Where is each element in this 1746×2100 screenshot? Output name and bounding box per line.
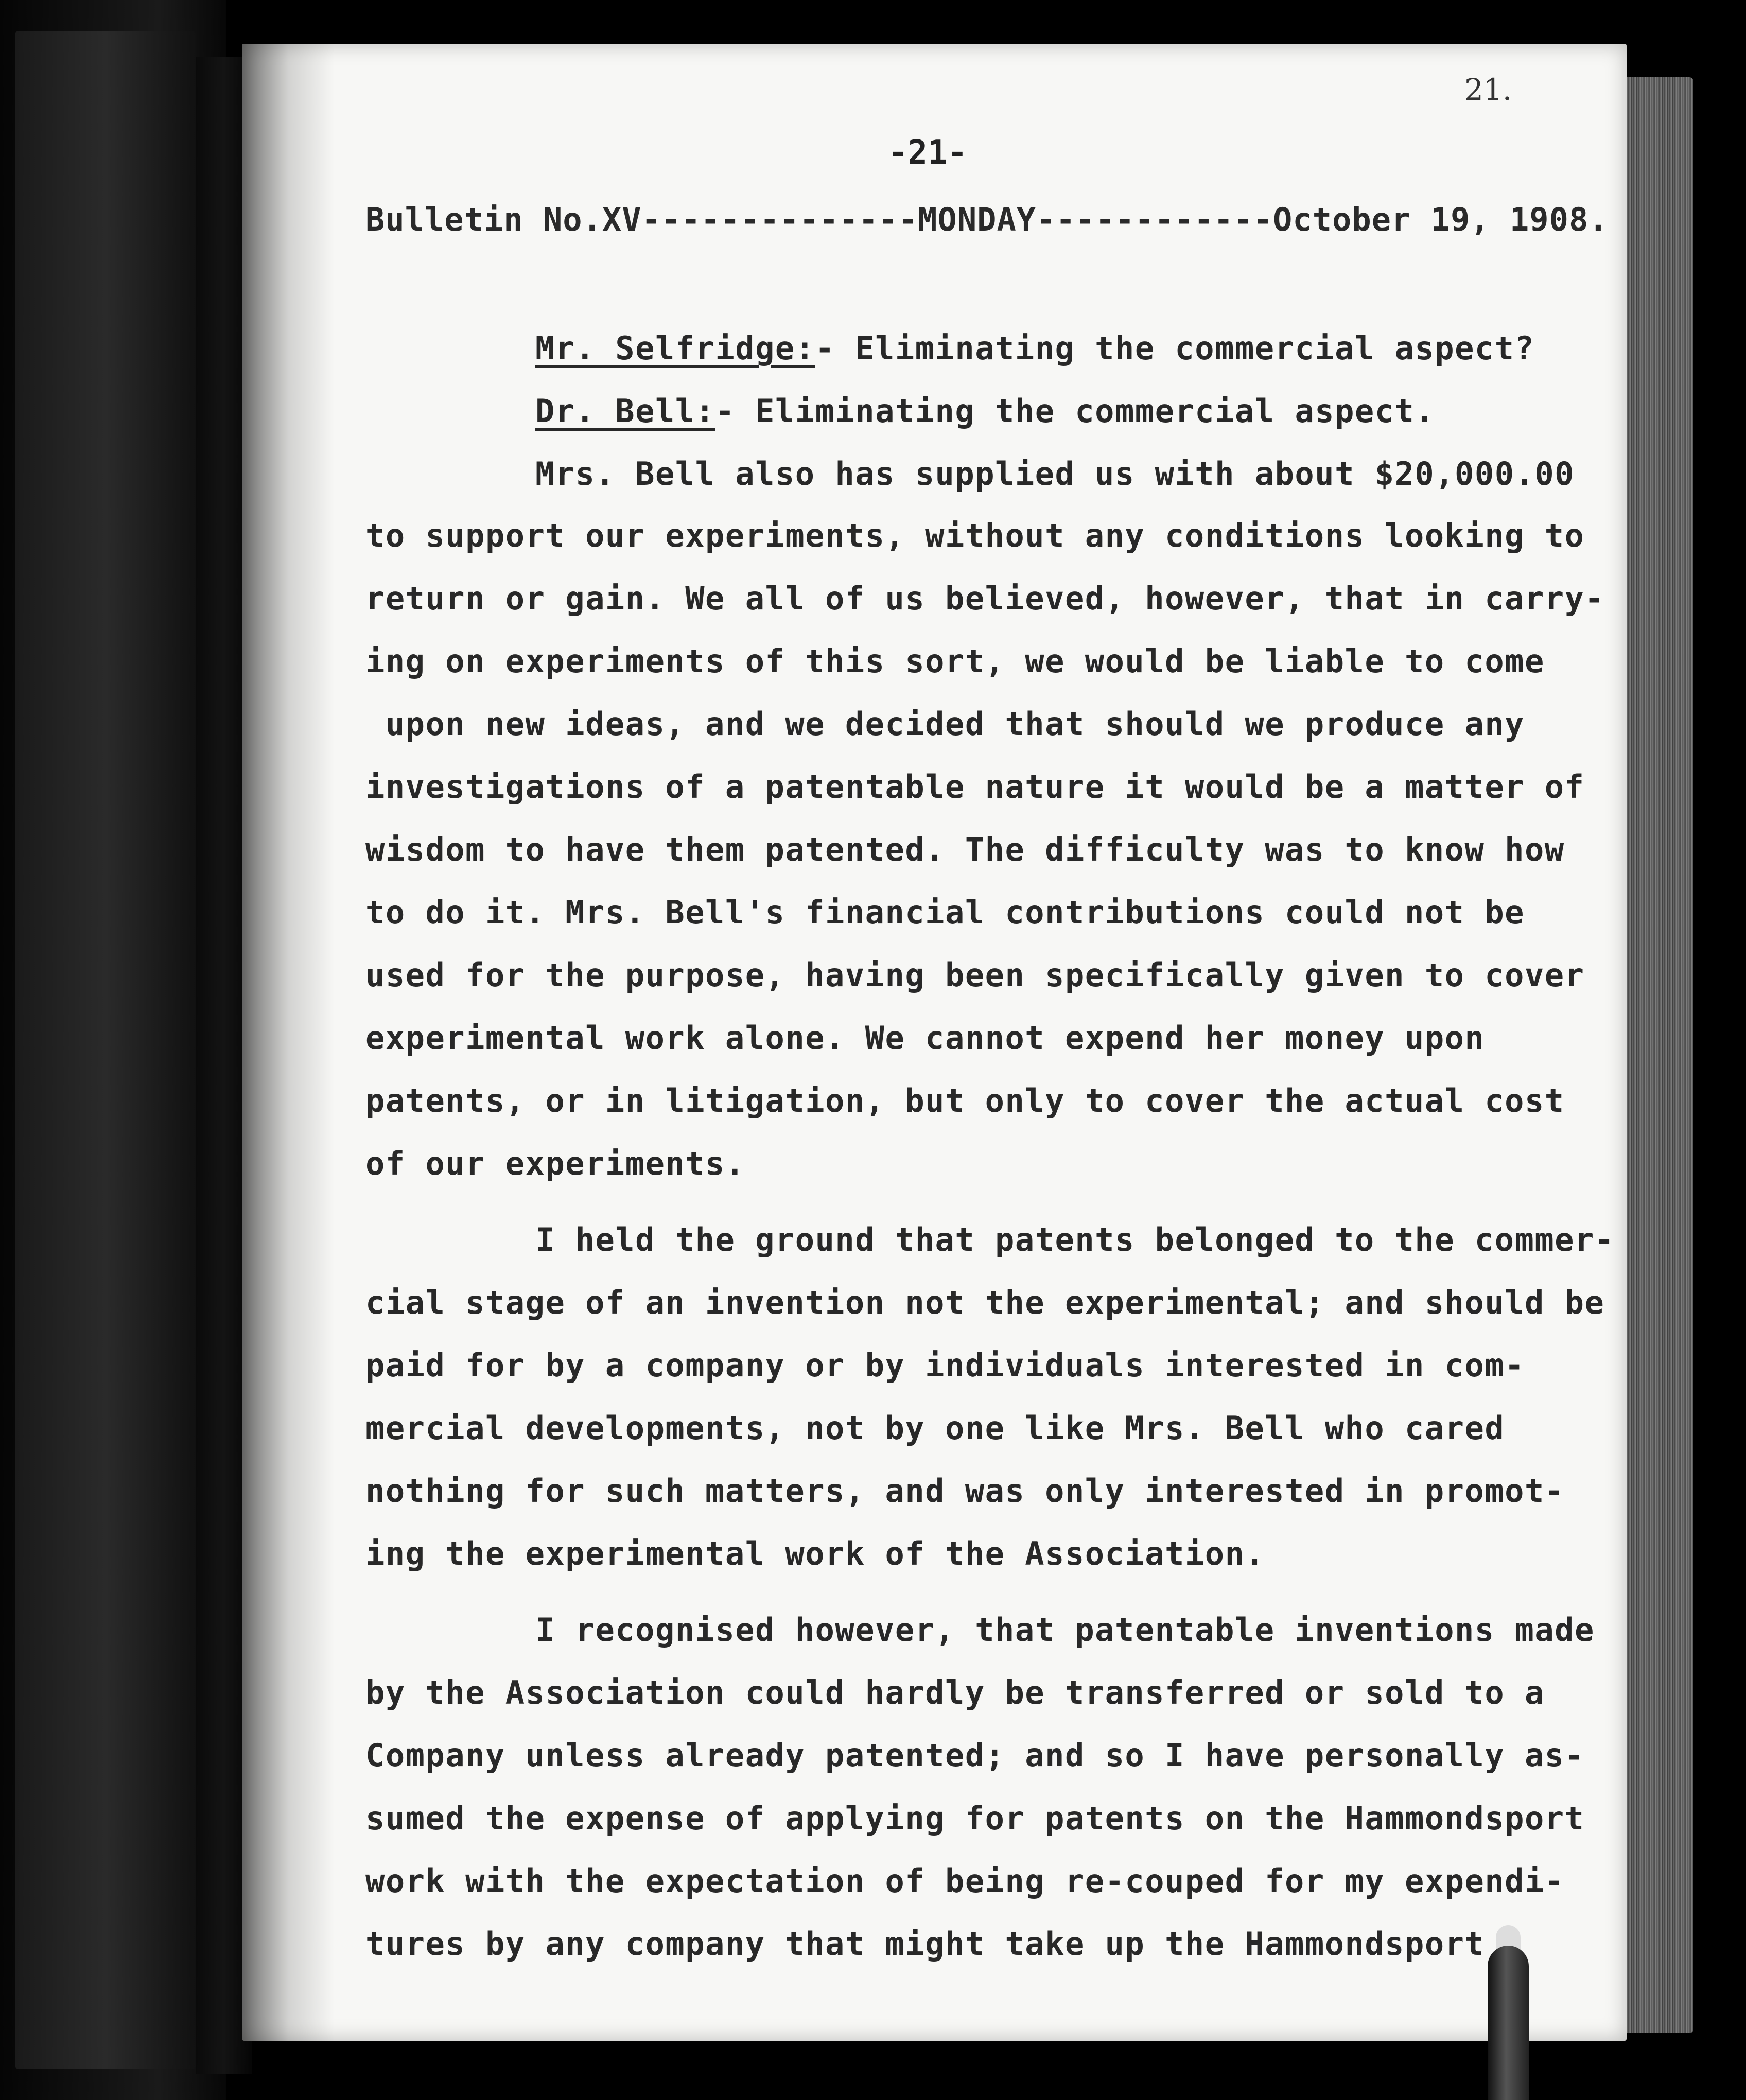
- text-line: to support our experiments, without any conditions looking to: [365, 517, 1585, 554]
- page-stack-edge: [1627, 77, 1693, 2033]
- text-line: wisdom to have them patented. The difficulty was to know how: [365, 831, 1565, 868]
- dialogue-text: - Eliminating the commercial aspect?: [815, 329, 1535, 367]
- text-line: investigations of a patentable nature it would be a matter of: [365, 768, 1585, 806]
- text-line: upon new ideas, and we decided that should we produce any: [365, 705, 1525, 743]
- text-line: I held the ground that patents belonged to the commer-: [535, 1221, 1615, 1258]
- text-line: sumed the expense of applying for patents on the Hammondsport: [365, 1799, 1585, 1837]
- text-line: mercial developments, not by one like Mrs. Bell who cared: [365, 1409, 1505, 1447]
- dialogue-line: [535, 392, 1435, 430]
- text-line: I recognised however, that patentable inventions made: [535, 1611, 1595, 1649]
- text-line: to do it. Mrs. Bell's financial contributions could not be: [365, 894, 1525, 931]
- dialogue-line: [535, 329, 1534, 367]
- text-line: tures by any company that might take up the Hammondsport: [365, 1925, 1485, 1963]
- text-line: Mrs. Bell also has supplied us with about $20,000.00: [535, 455, 1575, 493]
- page-header-number: -21-: [888, 134, 968, 172]
- text-line: work with the expectation of being re-couped for my expendi-: [365, 1862, 1565, 1900]
- dialogue-text: - Eliminating the commercial aspect.: [715, 392, 1435, 430]
- text-line: experimental work alone. We cannot expend her money upon: [365, 1019, 1485, 1057]
- pen-icon: [1488, 1946, 1529, 2100]
- right-background: [1693, 77, 1746, 2033]
- text-line: return or gain. We all of us believed, however, that in carry-: [365, 580, 1605, 617]
- text-line: ing on experiments of this sort, we would be liable to come: [365, 642, 1545, 680]
- text-line: cial stage of an invention not the experimental; and should be: [365, 1284, 1605, 1321]
- speaker-name: Dr. Bell:: [535, 392, 715, 430]
- bulletin-header: Bulletin No.XV--------------MONDAY------------October 19, 1908.: [365, 201, 1609, 238]
- speaker-name: Mr. Selfridge:: [535, 329, 815, 367]
- left-page-sheet: [15, 31, 196, 2069]
- text-line: nothing for such matters, and was only interested in promot-: [365, 1472, 1565, 1510]
- text-line: paid for by a company or by individuals interested in com-: [365, 1346, 1525, 1384]
- text-line: of our experiments.: [365, 1145, 745, 1182]
- text-line: used for the purpose, having been specifically given to cover: [365, 956, 1585, 994]
- text-line: patents, or in litigation, but only to cover the actual cost: [365, 1082, 1565, 1119]
- text-line: ing the experimental work of the Association.: [365, 1535, 1265, 1572]
- text-line: by the Association could hardly be transferred or sold to a: [365, 1674, 1545, 1711]
- page-number: 21.: [1464, 72, 1512, 107]
- text-line: Company unless already patented; and so I have personally as-: [365, 1737, 1585, 1774]
